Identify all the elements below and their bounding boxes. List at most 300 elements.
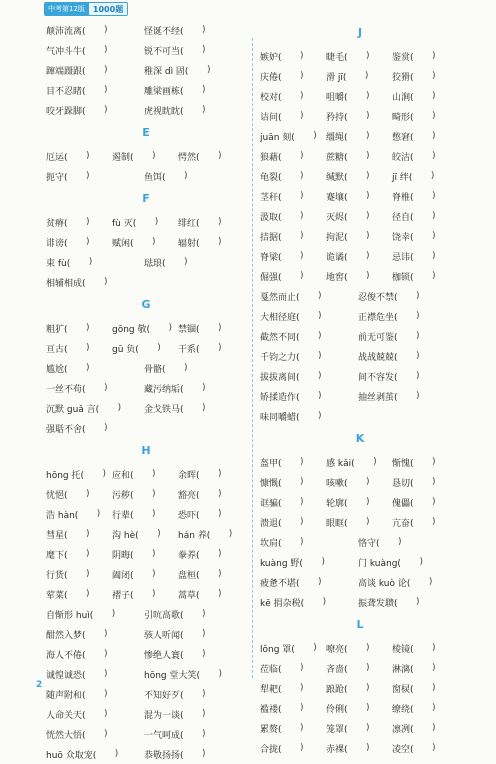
answer-blank[interactable]: ): [318, 311, 322, 321]
answer-blank[interactable]: ): [86, 529, 90, 539]
answer-blank[interactable]: ): [202, 729, 206, 739]
answer-blank[interactable]: ): [300, 683, 304, 693]
answer-blank[interactable]: ): [428, 577, 433, 587]
word-text: 拘泥(: [326, 232, 348, 243]
answer-blank[interactable]: ): [206, 65, 211, 75]
answer-blank[interactable]: ): [322, 597, 327, 607]
answer-blank[interactable]: ): [416, 391, 420, 401]
answer-blank[interactable]: ): [432, 517, 436, 527]
word-text: 滑 jī(: [326, 72, 347, 83]
answer-blank[interactable]: ): [318, 391, 322, 401]
word-row: [260, 406, 460, 426]
answer-blank[interactable]: ): [202, 383, 206, 393]
answer-blank[interactable]: ): [432, 457, 436, 467]
word-item: [358, 576, 456, 589]
answer-blank[interactable]: ): [152, 151, 156, 161]
word-text: 一丝不苟(: [46, 384, 86, 395]
answer-blank[interactable]: ): [300, 51, 304, 61]
answer-blank[interactable]: ): [218, 217, 222, 227]
word-row: [46, 544, 246, 564]
word-text: huō 众取宠(: [46, 750, 97, 761]
word-item: [326, 682, 392, 695]
answer-blank[interactable]: ): [313, 131, 317, 141]
word-text: 睫毛(: [326, 52, 348, 63]
word-item: [326, 150, 392, 163]
answer-blank[interactable]: ): [366, 251, 370, 261]
word-text: 诘问(: [260, 112, 282, 123]
answer-blank[interactable]: ): [416, 311, 420, 321]
answer-blank[interactable]: ): [366, 111, 370, 121]
answer-blank[interactable]: ): [318, 351, 322, 361]
word-text: 振聋发聩(: [358, 598, 398, 609]
word-item: [178, 548, 244, 561]
word-item: [144, 728, 242, 741]
answer-blank[interactable]: ): [218, 469, 222, 479]
answer-blank[interactable]: ): [300, 723, 304, 733]
word-item: [260, 290, 358, 303]
word-text: 随声附和(: [46, 690, 86, 701]
word-text: 累赘(: [260, 724, 282, 735]
word-text: 凌空(: [392, 744, 414, 755]
word-text: 辐射(: [178, 238, 200, 249]
answer-blank[interactable]: ): [152, 469, 156, 479]
answer-blank[interactable]: ): [432, 683, 436, 693]
word-row: [46, 378, 246, 398]
word-row: [260, 166, 460, 186]
word-row: [260, 552, 460, 572]
answer-blank[interactable]: ): [366, 211, 370, 221]
answer-blank[interactable]: ): [218, 509, 222, 519]
answer-blank[interactable]: ): [366, 643, 370, 653]
word-text: 高谈 kuò 论(: [358, 578, 411, 589]
word-row: [260, 592, 460, 612]
answer-blank[interactable]: ): [218, 589, 222, 599]
answer-blank[interactable]: ): [318, 411, 322, 421]
word-text: 拮据(: [260, 232, 282, 243]
answer-blank[interactable]: ): [366, 497, 370, 507]
answer-blank[interactable]: ): [96, 509, 101, 519]
column-divider: [252, 38, 253, 678]
word-item: [46, 568, 112, 581]
word-item: [392, 642, 458, 655]
word-item: [358, 536, 456, 549]
answer-blank[interactable]: ): [366, 723, 370, 733]
answer-blank[interactable]: ): [416, 331, 420, 341]
answer-blank[interactable]: ): [111, 609, 116, 619]
word-text: 愕然(: [178, 152, 200, 163]
answer-blank[interactable]: ): [300, 151, 304, 161]
answer-blank[interactable]: ): [228, 529, 233, 539]
word-text: hōng 堂大笑(: [144, 670, 200, 681]
answer-blank[interactable]: ): [218, 549, 222, 559]
answer-blank[interactable]: ): [318, 291, 322, 301]
answer-blank[interactable]: ): [366, 663, 370, 673]
answer-blank[interactable]: ): [86, 343, 90, 353]
answer-blank[interactable]: ): [202, 105, 206, 115]
answer-blank[interactable]: ): [373, 457, 377, 467]
word-text: jī 绊(: [392, 172, 413, 183]
answer-blank[interactable]: ): [300, 231, 304, 241]
answer-blank[interactable]: ): [152, 589, 156, 599]
word-item: [112, 488, 178, 501]
word-item: [46, 608, 144, 621]
word-item: [46, 256, 144, 269]
word-item: [326, 70, 392, 83]
answer-blank[interactable]: ): [152, 489, 156, 499]
answer-blank[interactable]: ): [432, 191, 436, 201]
word-item: [392, 230, 458, 243]
answer-blank[interactable]: ): [432, 111, 436, 121]
word-row: [46, 684, 246, 704]
answer-blank[interactable]: ): [104, 629, 108, 639]
answer-blank[interactable]: ): [152, 569, 156, 579]
word-text: 倔强(: [260, 272, 282, 283]
word-text: 金戈铁马(: [144, 404, 184, 415]
word-row: [46, 212, 246, 232]
answer-blank[interactable]: ): [102, 469, 106, 479]
answer-blank[interactable]: ): [300, 251, 304, 261]
word-item: [326, 270, 392, 283]
answer-blank[interactable]: ): [318, 331, 322, 341]
word-text: 颠沛流离(: [46, 26, 86, 37]
word-text: hán 养(: [178, 530, 211, 541]
answer-blank[interactable]: ): [366, 131, 370, 141]
answer-blank[interactable]: ): [300, 171, 304, 181]
answer-blank[interactable]: ): [432, 151, 436, 161]
word-item: [144, 84, 242, 97]
word-text: 灭烬(: [326, 212, 348, 223]
word-text: 狡猾(: [392, 72, 414, 83]
answer-blank[interactable]: ): [364, 71, 369, 81]
answer-blank[interactable]: ): [86, 151, 90, 161]
answer-blank[interactable]: ): [218, 569, 222, 579]
word-text: 目不忍睹(: [46, 86, 86, 97]
word-item: [46, 104, 144, 117]
word-item: [178, 322, 244, 335]
word-text: 海人不倦(: [46, 650, 86, 661]
answer-blank[interactable]: ): [300, 191, 304, 201]
answer-blank[interactable]: ): [432, 71, 436, 81]
word-text: 坎肩(: [260, 538, 282, 549]
word-item: [358, 290, 456, 303]
answer-blank[interactable]: ): [300, 91, 304, 101]
answer-blank[interactable]: ): [168, 323, 173, 333]
word-item: [392, 190, 458, 203]
answer-blank[interactable]: ): [88, 257, 93, 267]
word-text: 浩 hàn(: [46, 510, 79, 521]
answer-blank[interactable]: ): [366, 91, 370, 101]
answer-blank[interactable]: ): [432, 271, 436, 281]
word-item: [326, 496, 392, 509]
word-text: 应和(: [112, 470, 134, 481]
word-text: kuàng 野(: [260, 558, 303, 569]
answer-blank[interactable]: ): [366, 171, 370, 181]
answer-blank[interactable]: ): [432, 211, 436, 221]
word-text: 诽谤(: [46, 238, 68, 249]
answer-blank[interactable]: ): [202, 609, 206, 619]
section-letter-e: E: [142, 126, 150, 139]
word-text: 狼藉(: [260, 152, 282, 163]
answer-blank[interactable]: ): [300, 497, 304, 507]
word-text: 戛然而止(: [260, 292, 300, 303]
word-row: [46, 604, 246, 624]
word-item: [46, 362, 144, 375]
word-text: 拔拔离间(: [260, 372, 300, 383]
answer-blank[interactable]: ): [432, 131, 436, 141]
word-row: [260, 86, 460, 106]
word-text: 行辈(: [112, 510, 134, 521]
word-item: [46, 422, 144, 435]
word-item: [392, 270, 458, 283]
answer-blank[interactable]: ): [300, 517, 304, 527]
answer-blank[interactable]: ): [104, 277, 108, 287]
word-item: [358, 556, 456, 569]
word-item: [144, 688, 242, 701]
word-item: [178, 468, 244, 481]
word-text: 饶幸(: [392, 232, 414, 243]
word-text: 褴褛(: [260, 704, 282, 715]
answer-blank[interactable]: ): [366, 191, 370, 201]
word-row: [260, 492, 460, 512]
word-row: [46, 338, 246, 358]
word-item: [112, 150, 178, 163]
answer-blank[interactable]: ): [86, 549, 90, 559]
answer-blank[interactable]: ): [104, 709, 108, 719]
answer-blank[interactable]: ): [104, 669, 108, 679]
answer-blank[interactable]: ): [366, 683, 370, 693]
word-row: [46, 584, 246, 604]
answer-blank[interactable]: ): [416, 351, 420, 361]
word-item: [112, 548, 178, 561]
answer-blank[interactable]: ): [202, 749, 206, 759]
word-text: 前无可鉴(: [358, 332, 398, 343]
answer-blank[interactable]: ): [184, 363, 188, 373]
word-item: [260, 536, 358, 549]
answer-blank[interactable]: ): [432, 703, 436, 713]
word-text: 引吭高歌(: [144, 610, 184, 621]
answer-blank[interactable]: ): [117, 403, 122, 413]
answer-blank[interactable]: ): [104, 649, 108, 659]
answer-blank[interactable]: ): [366, 703, 370, 713]
answer-blank[interactable]: ): [184, 257, 188, 267]
answer-blank[interactable]: ): [419, 557, 423, 567]
word-item: [326, 250, 392, 263]
answer-blank[interactable]: ): [157, 529, 161, 539]
answer-blank[interactable]: ): [104, 105, 108, 115]
answer-blank[interactable]: ): [218, 237, 222, 247]
answer-blank[interactable]: ): [416, 371, 420, 381]
word-text: 棱镜(: [392, 644, 414, 655]
answer-blank[interactable]: ): [300, 457, 304, 467]
word-text: 阖闭(: [112, 570, 134, 581]
word-row: [46, 504, 246, 524]
answer-blank[interactable]: ): [104, 729, 108, 739]
answer-blank[interactable]: ): [104, 689, 108, 699]
word-text: 咬牙跺脚(: [46, 106, 86, 117]
answer-blank[interactable]: ): [416, 597, 420, 607]
word-item: [144, 362, 242, 375]
word-item: [358, 350, 456, 363]
word-row: [260, 638, 460, 658]
word-item: [392, 702, 458, 715]
word-text: 干系(: [178, 344, 200, 355]
answer-blank[interactable]: ): [366, 151, 370, 161]
answer-blank[interactable]: ): [86, 217, 90, 227]
answer-blank[interactable]: ): [104, 85, 108, 95]
word-text: 径自(: [392, 212, 414, 223]
word-item: [326, 662, 392, 675]
answer-blank[interactable]: ): [152, 509, 156, 519]
answer-blank[interactable]: ): [430, 171, 435, 181]
answer-blank[interactable]: ): [104, 423, 108, 433]
answer-blank[interactable]: ): [366, 743, 370, 753]
answer-blank[interactable]: ): [398, 537, 402, 547]
word-item: [144, 628, 242, 641]
word-text: 龟裂(: [260, 172, 282, 183]
word-text: 豁亮(: [178, 490, 200, 501]
answer-blank[interactable]: ): [104, 25, 108, 35]
answer-blank[interactable]: ): [104, 383, 108, 393]
answer-blank[interactable]: ): [86, 489, 90, 499]
answer-blank[interactable]: ): [86, 363, 90, 373]
answer-blank[interactable]: ): [114, 749, 119, 759]
left-column: [46, 20, 246, 764]
answer-blank[interactable]: ): [218, 489, 222, 499]
answer-blank[interactable]: ): [202, 25, 206, 35]
answer-blank[interactable]: ): [300, 211, 304, 221]
answer-blank[interactable]: ): [366, 477, 370, 487]
answer-blank[interactable]: ): [202, 689, 206, 699]
word-text: 脊椎(: [392, 192, 414, 203]
word-item: [46, 628, 144, 641]
answer-blank[interactable]: ): [432, 643, 436, 653]
word-text: 门 kuàng(: [358, 558, 401, 569]
answer-blank[interactable]: ): [432, 477, 436, 487]
word-row: [260, 346, 460, 366]
word-text: 亘古(: [46, 344, 68, 355]
word-text: 遏制(: [112, 152, 134, 163]
answer-blank[interactable]: ): [432, 251, 436, 261]
word-text: 彗星(: [46, 530, 68, 541]
answer-blank[interactable]: ): [86, 569, 90, 579]
word-text: 阴晦(: [112, 550, 134, 561]
word-text: 凛冽(: [392, 724, 414, 735]
answer-blank[interactable]: ): [318, 371, 322, 381]
word-item: [260, 250, 326, 263]
word-text: 诡谲(: [326, 252, 348, 263]
word-item: [260, 682, 326, 695]
word-text: 皎洁(: [392, 152, 414, 163]
answer-blank[interactable]: ): [184, 171, 188, 181]
word-text: 厄运(: [46, 152, 68, 163]
word-row: [260, 306, 460, 326]
answer-blank[interactable]: ): [300, 537, 304, 547]
word-text: 粗犷(: [46, 324, 68, 335]
word-text: 惨绝人寰(: [144, 650, 184, 661]
word-text: 正襟危坐(: [358, 312, 398, 323]
answer-blank[interactable]: ): [218, 151, 222, 161]
word-item: [178, 508, 244, 521]
word-item: [260, 310, 358, 323]
answer-blank[interactable]: ): [86, 171, 90, 181]
answer-blank[interactable]: ): [104, 65, 108, 75]
word-item: [260, 576, 358, 589]
answer-blank[interactable]: ): [202, 629, 206, 639]
answer-blank[interactable]: ): [300, 271, 304, 281]
answer-blank[interactable]: ): [86, 589, 90, 599]
answer-blank[interactable]: ): [86, 237, 90, 247]
answer-blank[interactable]: ): [432, 51, 436, 61]
word-text: 盔甲(: [260, 458, 282, 469]
word-text: 脊梁(: [260, 252, 282, 263]
word-text: 扼守(: [46, 172, 68, 183]
answer-blank[interactable]: ): [218, 343, 222, 353]
word-item: [260, 496, 326, 509]
word-item: [392, 210, 458, 223]
answer-blank[interactable]: ): [300, 111, 304, 121]
word-item: [392, 456, 458, 469]
answer-blank[interactable]: ): [318, 577, 322, 587]
answer-blank[interactable]: ): [366, 231, 370, 241]
answer-blank[interactable]: ): [300, 477, 304, 487]
answer-blank[interactable]: ): [432, 663, 436, 673]
answer-blank[interactable]: ): [432, 91, 436, 101]
word-text: 稚深 dì 固(: [144, 66, 189, 77]
answer-blank[interactable]: ): [300, 703, 304, 713]
answer-blank[interactable]: ): [313, 643, 317, 653]
answer-blank[interactable]: ): [154, 217, 159, 227]
answer-blank[interactable]: ): [416, 291, 420, 301]
answer-blank[interactable]: ): [218, 669, 222, 679]
word-row: [46, 60, 246, 80]
answer-blank[interactable]: ): [432, 231, 436, 241]
word-text: 虎视眈眈(: [144, 106, 184, 117]
answer-blank[interactable]: ): [152, 237, 156, 247]
word-text: 沟 hè(: [112, 530, 139, 541]
answer-blank[interactable]: ): [202, 45, 206, 55]
word-item: [260, 662, 326, 675]
answer-blank[interactable]: ): [300, 663, 304, 673]
answer-blank[interactable]: ): [202, 709, 206, 719]
word-text: 傀儡(: [392, 498, 414, 509]
answer-blank[interactable]: ): [86, 323, 90, 333]
answer-blank[interactable]: ): [202, 85, 206, 95]
answer-blank[interactable]: ): [366, 271, 370, 281]
answer-blank[interactable]: ): [366, 517, 370, 527]
word-text: 畸形(: [392, 112, 414, 123]
word-item: [326, 722, 392, 735]
answer-blank[interactable]: ): [218, 323, 222, 333]
answer-blank[interactable]: ): [202, 649, 206, 659]
answer-blank[interactable]: ): [157, 343, 161, 353]
answer-blank[interactable]: ): [432, 723, 436, 733]
answer-blank[interactable]: ): [152, 549, 156, 559]
answer-blank[interactable]: ): [104, 45, 108, 55]
word-item: [326, 642, 392, 655]
word-text: 合拢(: [260, 744, 282, 755]
answer-blank[interactable]: ): [300, 743, 304, 753]
answer-blank[interactable]: ): [300, 71, 304, 81]
word-item: [260, 410, 358, 423]
answer-blank[interactable]: ): [321, 557, 325, 567]
answer-blank[interactable]: ): [432, 743, 436, 753]
answer-blank[interactable]: ): [202, 403, 206, 413]
answer-blank[interactable]: ): [432, 497, 436, 507]
word-item: [46, 322, 112, 335]
answer-blank[interactable]: ): [366, 51, 370, 61]
word-text: 矜持(: [326, 112, 348, 123]
word-item: [392, 130, 458, 143]
